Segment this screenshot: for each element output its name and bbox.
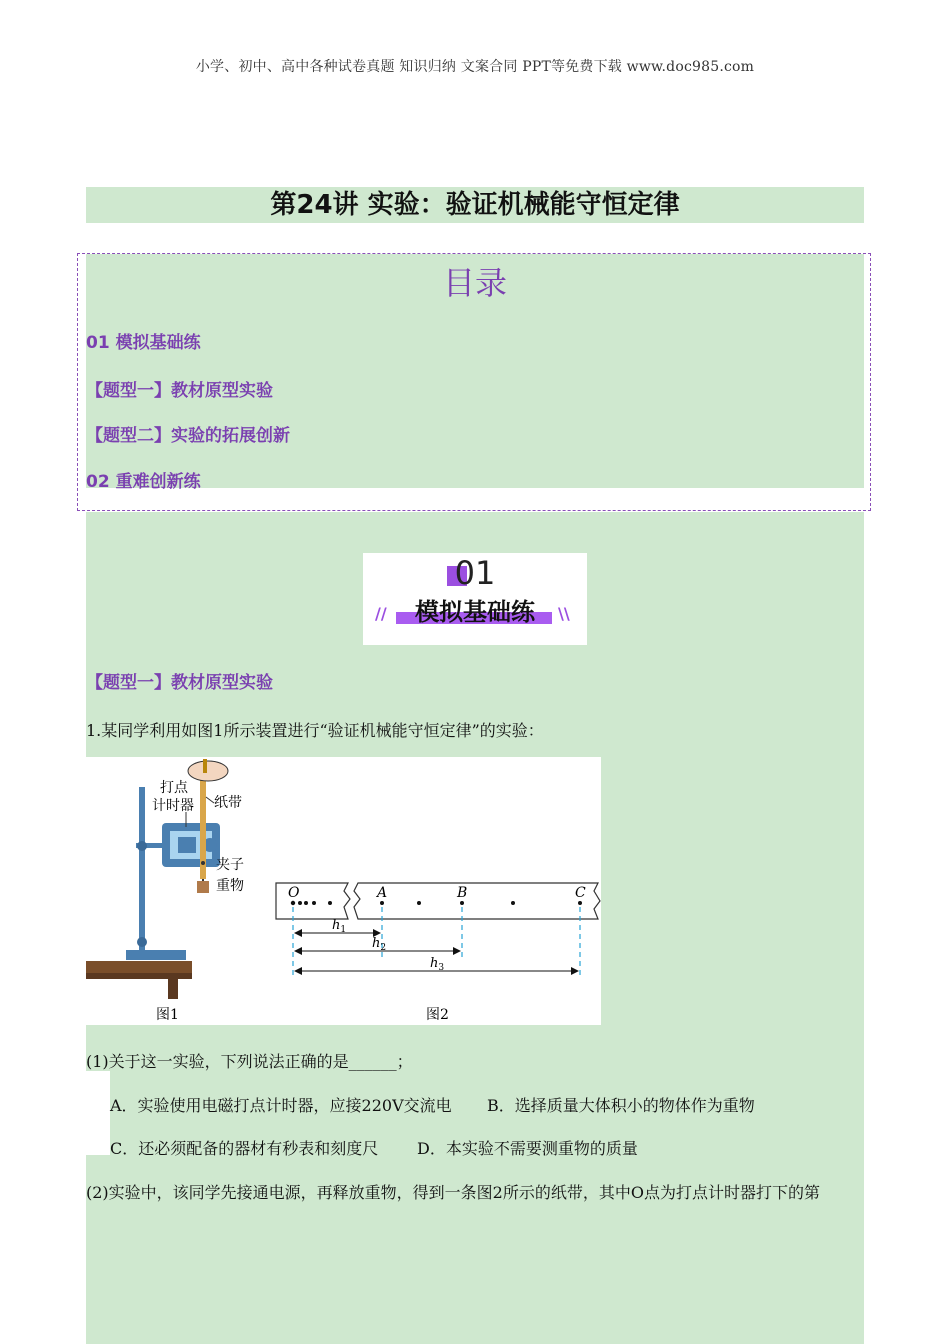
label-weight: 重物 <box>216 878 244 894</box>
label-timer-1: 打点 <box>160 780 188 796</box>
toc-item[interactable]: 【题型二】实验的拓展创新 <box>86 426 290 446</box>
svg-text:h2 <box>372 936 386 953</box>
option-b: B．选择质量大体积小的物体作为重物 <box>487 1096 755 1115</box>
h1-sub: 1 <box>340 925 347 935</box>
h1-label: h <box>332 918 341 933</box>
indent-strip <box>86 1071 110 1155</box>
hand <box>188 761 228 781</box>
page-title: 第24讲 实验：验证机械能守恒定律 <box>86 187 864 223</box>
section-heading: 【题型一】教材原型实验 <box>86 673 273 693</box>
question-part-2: (2)实验中，该同学先接通电源，再释放重物，得到一条图2所示的纸带，其中O点为打点计时器打下的第 <box>86 1183 820 1202</box>
point-C-label: C <box>575 885 586 901</box>
badge-slash-right: \\ <box>558 604 570 623</box>
option-a: A．实验使用电磁打点计时器，应接220V交流电 <box>110 1096 452 1115</box>
h2-sub: 2 <box>380 943 387 953</box>
toc-item[interactable]: 【题型一】教材原型实验 <box>86 381 273 401</box>
h2-label: h <box>372 936 381 951</box>
badge-number: 01 <box>454 554 496 592</box>
svg-text:h3 <box>430 956 444 973</box>
stand-rod <box>139 787 145 952</box>
question-stem: 1.某同学利用如图1所示装置进行“验证机械能守恒定律”的实验： <box>86 721 544 740</box>
table-leg <box>168 979 178 999</box>
option-c: C．还必须配备的器材有秒表和刻度尺 <box>110 1139 379 1158</box>
table-edge <box>86 973 192 979</box>
point-O-label: O <box>288 885 300 901</box>
weight <box>197 881 209 893</box>
fig2-caption: 图2 <box>426 1007 449 1023</box>
toc-title: 目录 <box>442 264 507 302</box>
svg-text:h1 <box>332 918 346 935</box>
question-part-1: (1)关于这一实验，下列说法正确的是______； <box>86 1052 413 1071</box>
fig1-caption: 图1 <box>156 1007 179 1023</box>
label-tape: 纸带 <box>214 795 242 811</box>
h3-label: h <box>430 956 439 971</box>
label-timer-2: 计时器 <box>152 798 194 814</box>
page-header: 小学、初中、高中各种试卷真题 知识归纳 文案合同 PPT等免费下载 www.doc985.com <box>195 59 755 75</box>
label-clip: 夹子 <box>216 857 244 873</box>
stand-base <box>126 950 186 960</box>
badge-text: 模拟基础练 <box>415 598 535 626</box>
point-A-label: A <box>377 885 388 901</box>
point-B-label: B <box>457 885 468 901</box>
tape-segment-2 <box>354 883 600 919</box>
toc-item[interactable]: 01 模拟基础练 <box>86 333 201 353</box>
figure-svg <box>86 757 601 1025</box>
badge-slash-left: // <box>375 604 387 623</box>
option-d: D．本实验不需要测重物的质量 <box>417 1139 638 1158</box>
figure-apparatus <box>86 757 601 1025</box>
toc-item[interactable]: 02 重难创新练 <box>86 472 201 492</box>
table-top <box>86 961 192 973</box>
h3-sub: 3 <box>438 963 445 973</box>
